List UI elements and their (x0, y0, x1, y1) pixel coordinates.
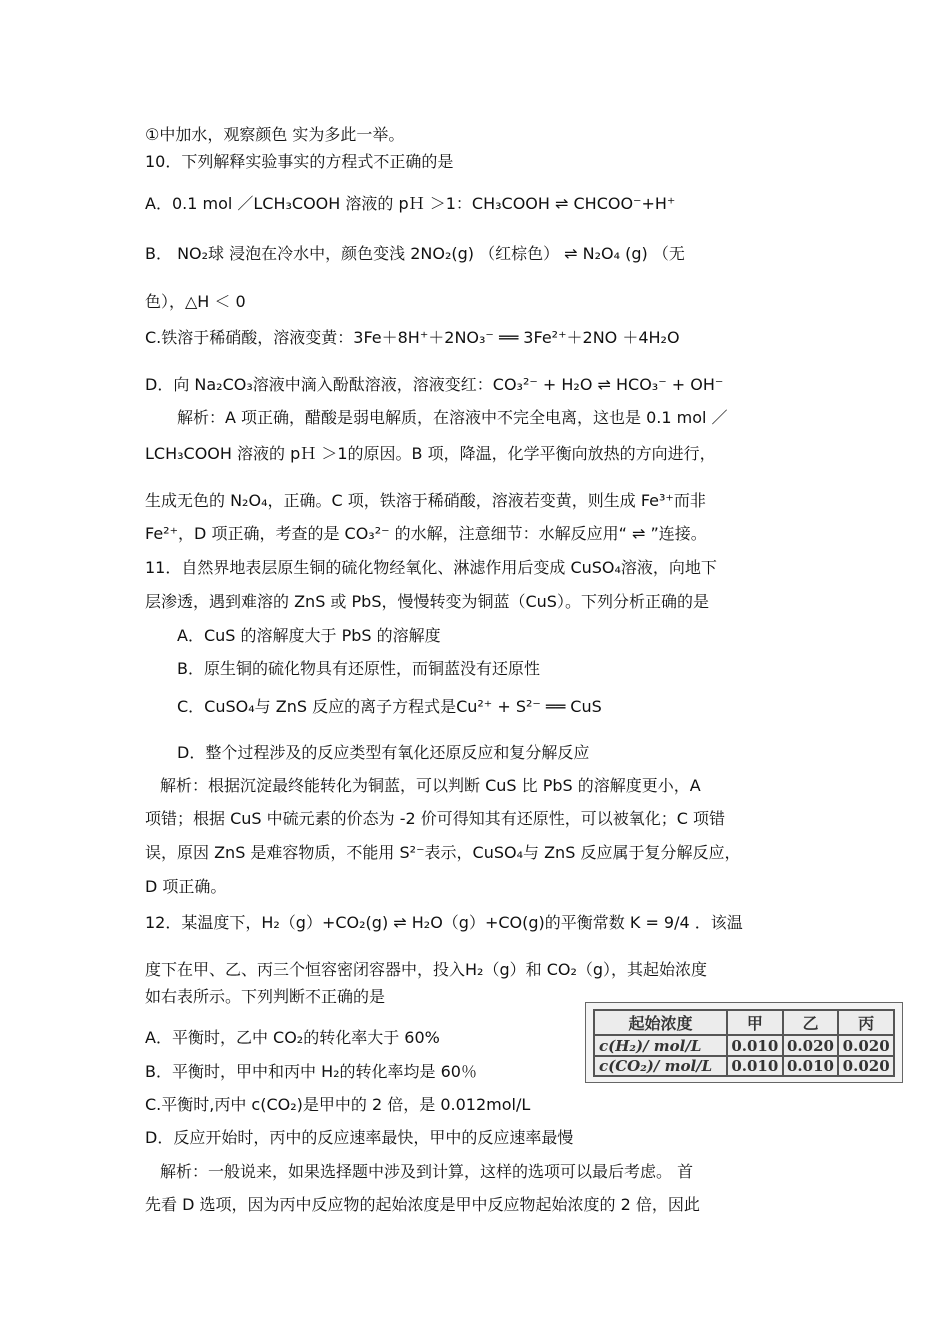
option-10-a: A．0.1 mol ／LCH₃COOH 溶液的 pＨ ＞1：CH₃COOH ⇌ CHCOO⁻+H⁺ (145, 194, 676, 213)
table-cell: 0.020 (838, 1056, 894, 1076)
option-11-b: B．原生铜的硫化物具有还原性，而铜蓝没有还原性 (177, 659, 540, 678)
option-11-c: C．CuSO₄与 ZnS 反应的离子方程式是Cu²⁺ + S²⁻ ══ CuS (177, 697, 602, 716)
text-line: ①中加水，观察颜色 实为多此一举。 (145, 125, 405, 144)
question-12-stem-3: 如右表所示。下列判断不正确的是 (145, 987, 386, 1006)
table-header-cell: 起始浓度 (594, 1010, 727, 1035)
table-row-label: c(CO₂)/ mol/L (594, 1056, 727, 1076)
analysis-12-line-2: 先看 D 选项，因为丙中反应物的起始浓度是甲中反应物起始浓度的 2 倍，因此 (145, 1195, 700, 1214)
table-header-cell: 丙 (838, 1010, 894, 1035)
option-11-a: A．CuS 的溶解度大于 PbS 的溶解度 (177, 626, 441, 645)
table-header-cell: 甲 (727, 1010, 783, 1035)
question-11-stem-2: 层渗透，遇到难溶的 ZnS 或 PbS，慢慢转变为铜蓝（CuS）。下列分析正确的是 (145, 592, 709, 611)
analysis-11-line-2: 项错；根据 CuS 中硫元素的价态为 -2 价可得知其有还原性，可以被氧化；C 项错 (145, 809, 726, 828)
table-cell: 0.010 (727, 1035, 783, 1055)
option-10-c: C.铁溶于稀硝酸，溶液变黄：3Fe＋8H⁺＋2NO₃⁻ ══ 3Fe²⁺＋2NO ＋4H₂O (145, 328, 680, 347)
option-12-b: B．平衡时，甲中和丙中 H₂的转化率均是 60％ (145, 1062, 477, 1081)
question-12-stem-1: 12．某温度下，H₂（g）+CO₂(g) ⇌ H₂O（g）+CO(g)的平衡常数 K = 9/4 ．该温 (145, 913, 743, 932)
table-cell: 0.010 (783, 1056, 839, 1076)
table-cell: 0.020 (838, 1035, 894, 1055)
option-11-d: D．整个过程涉及的反应类型有氧化还原反应和复分解反应 (177, 743, 590, 762)
table-row-label: c(H₂)/ mol/L (594, 1035, 727, 1055)
question-11-stem-1: 11．自然界地表层原生铜的硫化物经氧化、淋滤作用后变成 CuSO₄溶液，向地下 (145, 558, 717, 577)
table-header-row (594, 1010, 894, 1035)
initial-concentration-table (585, 1002, 903, 1083)
table-cell: 0.010 (727, 1056, 783, 1076)
question-12-stem-2: 度下在甲、乙、丙三个恒容密闭容器中，投入H₂（g）和 CO₂（g），其起始浓度 (145, 960, 708, 979)
analysis-11-line-3: 误，原因 ZnS 是难容物质，不能用 S²⁻表示，CuSO₄与 ZnS 反应属于复分解反应， (145, 843, 741, 862)
option-10-b-cont: 色），△H ＜ 0 (145, 292, 246, 311)
option-12-d: D．反应开始时，丙中的反应速率最快，甲中的反应速率最慢 (145, 1128, 574, 1147)
option-10-d: D．向 Na₂CO₃溶液中滴入酚酞溶液，溶液变红：CO₃²⁻ + H₂O ⇌ HCO₃⁻ + OH⁻ (145, 375, 724, 394)
option-12-a: A．平衡时，乙中 CO₂的转化率大于 60% (145, 1028, 440, 1047)
analysis-11-line-1: 解析：根据沉淀最终能转化为铜蓝，可以判断 CuS 比 PbS 的溶解度更小，A (160, 776, 701, 795)
table-row (594, 1056, 894, 1076)
analysis-10-line-3: 生成无色的 N₂O₄，正确。C 项，铁溶于稀硝酸，溶液若变黄，则生成 Fe³⁺而非 (145, 491, 706, 510)
analysis-10-line-2: LCH₃COOH 溶液的 pＨ ＞1的原因。B 项，降温，化学平衡向放热的方向进行， (145, 444, 716, 463)
table-header-cell: 乙 (783, 1010, 839, 1035)
concentration-table-grid (593, 1009, 895, 1077)
analysis-10-line-4: Fe²⁺，D 项正确，考查的是 CO₃²⁻ 的水解，注意细节：水解反应用“ ⇌ ”连接。 (145, 524, 707, 543)
question-10-stem: 10．下列解释实验事实的方程式不正确的是 (145, 152, 454, 171)
option-12-c: C.平衡时,丙中 c(CO₂)是甲中的 2 倍，是 0.012mol/L (145, 1095, 531, 1114)
table-cell: 0.020 (783, 1035, 839, 1055)
analysis-10-line-1: 解析：A 项正确，醋酸是弱电解质，在溶液中不完全电离，这也是 0.1 mol ／ (177, 408, 728, 427)
option-10-b: B． NO₂球 浸泡在冷水中，颜色变浅 2NO₂(g) （红棕色） ⇌ N₂O₄ (g) （无 (145, 244, 685, 263)
analysis-11-line-4: D 项正确。 (145, 877, 227, 896)
analysis-12-line-1: 解析：一般说来，如果选择题中涉及到计算，这样的选项可以最后考虑。 首 (160, 1162, 694, 1181)
table-row (594, 1035, 894, 1055)
